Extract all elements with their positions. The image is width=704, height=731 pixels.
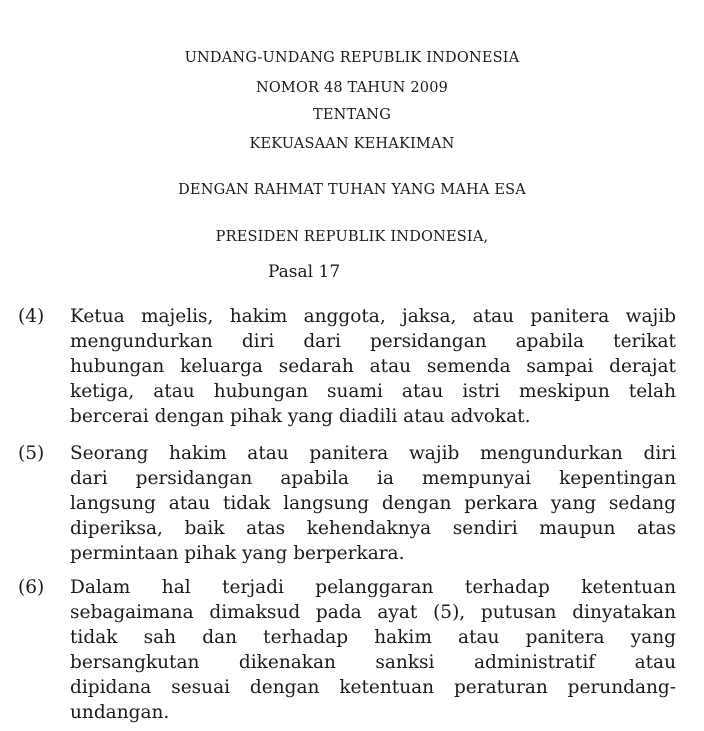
paragraph-text — [70, 575, 676, 725]
paragraph-number: (4) — [18, 306, 45, 327]
law-subject: KEKUASAAN KEHAKIMAN — [249, 136, 455, 152]
paragraph-text — [70, 304, 676, 429]
text-line: Seorang hakim atau panitera wajib mengundurkan diri — [70, 443, 676, 464]
paragraph-text — [70, 441, 676, 566]
paragraph-number: (5) — [18, 443, 45, 464]
text-line: bercerai dengan pihak yang diadili atau advokat. — [70, 406, 531, 427]
text-line: sebagaimana dimaksud pada ayat (5), putusan dinyatakan — [70, 602, 676, 623]
text-line: dipidana sesuai dengan ketentuan peraturan perundang- — [70, 677, 676, 698]
law-about-label: TENTANG — [313, 107, 391, 123]
law-title: UNDANG-UNDANG REPUBLIK INDONESIA — [184, 50, 520, 66]
text-line: bersangkutan dikenakan sanksi administratif atau — [70, 652, 676, 673]
text-line: diperiksa, baik atas kehendaknya sendiri maupun atas — [70, 518, 676, 539]
text-line: tidak sah dan terhadap hakim atau panitera yang — [70, 627, 676, 648]
text-line: undangan. — [70, 702, 170, 723]
text-line: Dalam hal terjadi pelanggaran terhadap ketentuan — [70, 577, 676, 598]
paragraph-number: (6) — [18, 577, 45, 598]
text-line: ketiga, atau hubungan suami atau istri meskipun telah — [70, 381, 676, 402]
text-line: mengundurkan diri dari persidangan apabila terikat — [70, 331, 676, 352]
text-line: hubungan keluarga sedarah atau semenda sampai derajat — [70, 356, 676, 377]
text-line: dari persidangan apabila ia mempunyai kepentingan — [70, 468, 676, 489]
text-line: langsung atau tidak langsung dengan perkara yang sedang — [70, 493, 676, 514]
preamble-president: PRESIDEN REPUBLIK INDONESIA, — [215, 229, 489, 245]
text-line: Ketua majelis, hakim anggota, jaksa, atau panitera wajib — [70, 306, 676, 327]
text-line: permintaan pihak yang berperkara. — [70, 543, 405, 564]
law-number: NOMOR 48 TAHUN 2009 — [255, 80, 449, 96]
preamble-blessing: DENGAN RAHMAT TUHAN YANG MAHA ESA — [178, 182, 526, 198]
article-title: Pasal 17 — [268, 262, 341, 282]
